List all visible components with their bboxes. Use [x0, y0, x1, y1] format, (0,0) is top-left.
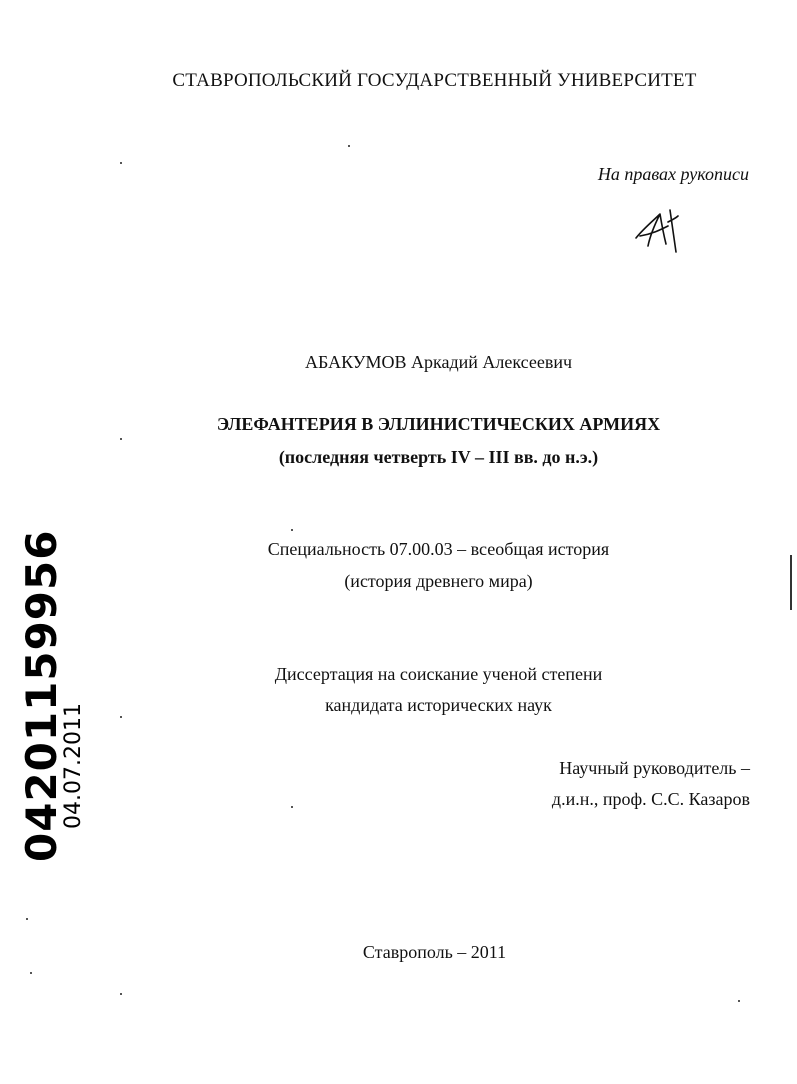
library-stamp-code: 04201159956	[17, 529, 66, 862]
scan-speck	[348, 145, 350, 147]
scan-speck	[120, 993, 122, 995]
scan-speck	[120, 438, 122, 440]
manuscript-note: На правах рукописи	[597, 164, 749, 184]
place-and-year: Ставрополь – 2011	[362, 942, 507, 962]
dissertation-title: ЭЛЕФАНТЕРИЯ В ЭЛЛИНИСТИЧЕСКИХ АРМИЯХ	[216, 414, 661, 434]
degree: кандидата исторических наук	[325, 695, 552, 715]
advisor-label: Научный руководитель –	[559, 758, 750, 778]
university-name: СТАВРОПОЛЬСКИЙ ГОСУДАРСТВЕННЫЙ УНИВЕРСИТЕТ	[172, 70, 697, 91]
scan-speck	[291, 529, 293, 531]
author-name: АБАКУМОВ Аркадий Алексеевич	[304, 352, 573, 372]
scan-speck	[291, 806, 293, 808]
scan-speck	[26, 918, 28, 920]
scan-edge-mark	[790, 555, 792, 610]
scan-speck	[30, 972, 32, 974]
specialty-subfield: (история древнего мира)	[344, 571, 533, 591]
library-stamp-date: 04.07.2011	[61, 703, 86, 829]
scan-speck	[738, 1000, 740, 1002]
advisor-name: д.и.н., проф. С.С. Казаров	[551, 789, 750, 809]
dissertation-subtitle: (последняя четверть IV – III вв. до н.э.)	[278, 447, 599, 467]
specialty: Специальность 07.00.03 – всеобщая история	[267, 539, 610, 559]
scan-speck	[120, 162, 122, 164]
scan-speck	[120, 716, 122, 718]
dissertation-statement: Диссертация на соискание ученой степени	[274, 664, 603, 684]
handwritten-signature-icon	[630, 200, 690, 260]
